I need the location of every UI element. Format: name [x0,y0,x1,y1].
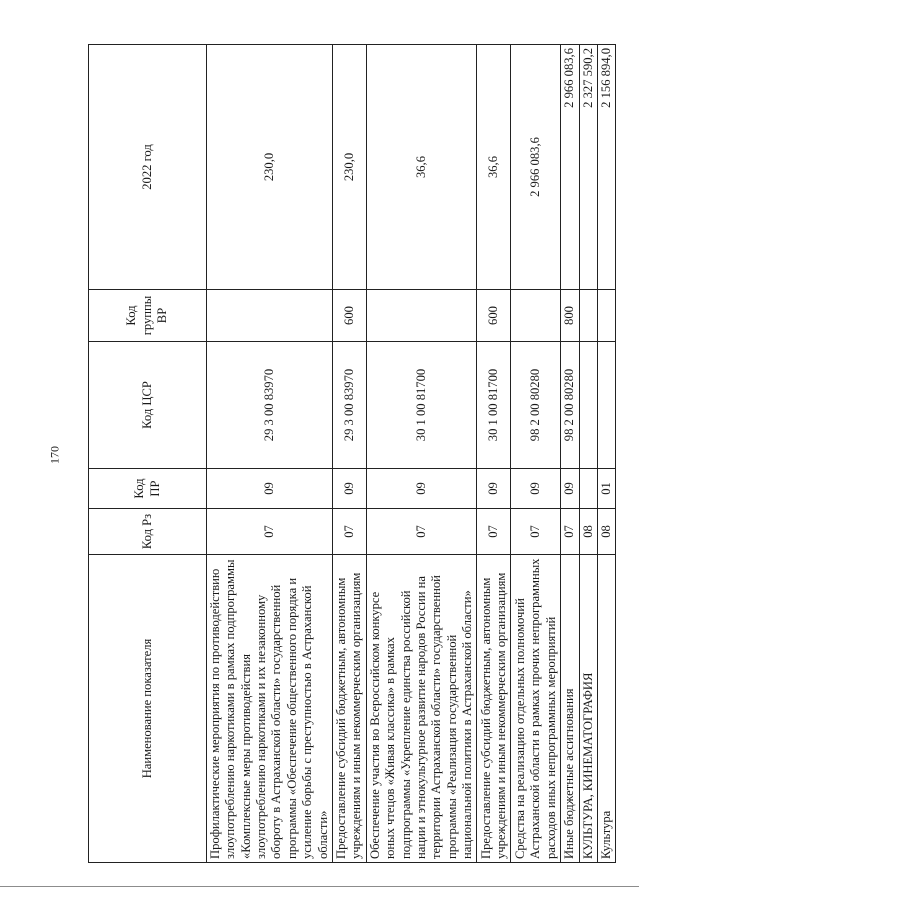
cell-2022: 230,0 [332,45,366,290]
cell-name: Предоставление субсидий бюджетным, автономным учреждениям и иным некоммерческим организациям [332,555,366,863]
budget-table [88,44,616,863]
cell-pr: 09 [332,469,366,509]
table-row [477,45,511,863]
cell-rz: 07 [477,509,511,555]
table-row [579,45,597,863]
cell-pr [579,469,597,509]
table-row [366,45,477,863]
cell-vr [598,290,616,342]
cell-2022: 2 327 590,2 [579,45,597,290]
table-row [511,45,561,863]
cell-vr: 600 [332,290,366,342]
page-number: 170 [47,446,62,464]
header-rz: Код Рз [89,509,207,555]
table-row [561,45,579,863]
cell-rz: 07 [366,509,477,555]
page-bottom-rule [0,886,639,887]
header-name: Наименование показателя [89,555,207,863]
cell-pr: 09 [366,469,477,509]
cell-rz: 07 [207,509,333,555]
cell-rz: 07 [561,509,579,555]
cell-name: Обеспечение участия во Всероссийском конкурсе юных чтецов «Живая классика» в рамках подпрограммы «Укрепление единства российской нации и этнокультурное развитие народов России на территории Астраханской области» государственной программы «Реализация государственной национальной политики в Астраханской области» [366,555,477,863]
cell-name: Профилактические мероприятия по противодействию злоупотреблению наркотиками в рамках подпрограммы «Комплексные меры противодействия злоупотреблению наркотиками и их незаконному обороту в Астраханской области» государственной программы «Обеспечение общественного порядка и усиление борьбы с преступностью в Астраханской области» [207,555,333,863]
table-row [207,45,333,863]
table-row [332,45,366,863]
header-pr: Код ПР [89,469,207,509]
table-rotation-container [88,45,614,863]
cell-rz: 07 [511,509,561,555]
table-header-row [89,45,207,863]
cell-name: КУЛЬТУРА, КИНЕМАТОГРАФИЯ [579,555,597,863]
cell-vr: 800 [561,290,579,342]
cell-csr [579,342,597,469]
cell-pr: 09 [207,469,333,509]
cell-2022: 36,6 [366,45,477,290]
cell-csr: 29 3 00 83970 [207,342,333,469]
cell-csr: 98 2 00 80280 [561,342,579,469]
cell-rz: 08 [598,509,616,555]
cell-2022: 2 966 083,6 [561,45,579,290]
cell-vr: 600 [477,290,511,342]
rotated-table-frame [88,45,906,859]
cell-2022: 230,0 [207,45,333,290]
cell-name: Культура [598,555,616,863]
cell-vr [207,290,333,342]
header-2022: 2022 год [89,45,207,290]
cell-vr [579,290,597,342]
cell-rz: 08 [579,509,597,555]
header-csr: Код ЦСР [89,342,207,469]
cell-pr: 09 [561,469,579,509]
cell-csr: 29 3 00 83970 [332,342,366,469]
cell-2022: 2 966 083,6 [511,45,561,290]
cell-csr [598,342,616,469]
cell-vr [511,290,561,342]
cell-name: Предоставление субсидий бюджетным, автономным учреждениям и иным некоммерческим организациям [477,555,511,863]
cell-csr: 98 2 00 80280 [511,342,561,469]
cell-csr: 30 1 00 81700 [477,342,511,469]
cell-2022: 2 156 894,0 [598,45,616,290]
cell-csr: 30 1 00 81700 [366,342,477,469]
cell-pr: 09 [511,469,561,509]
header-vr: Код группы ВР [89,290,207,342]
cell-name: Средства на реализацию отдельных полномочий Астраханской области в рамках прочих непрограммных расходов иных непрограммных мероприятий [511,555,561,863]
table-row [598,45,616,863]
cell-name: Иные бюджетные ассигнования [561,555,579,863]
cell-2022: 36,6 [477,45,511,290]
cell-vr [366,290,477,342]
cell-pr: 01 [598,469,616,509]
cell-rz: 07 [332,509,366,555]
cell-pr: 09 [477,469,511,509]
